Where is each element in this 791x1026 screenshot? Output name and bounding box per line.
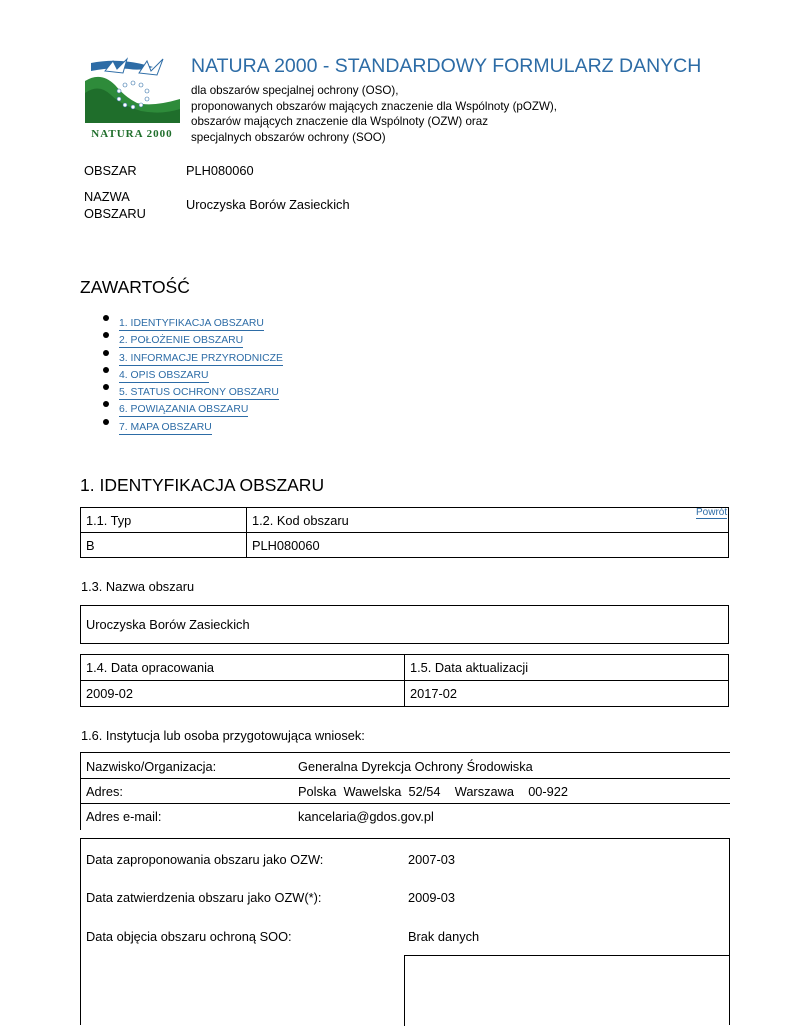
site-name-label <box>84 188 146 222</box>
row-divider <box>81 778 730 779</box>
toc-link-ecological-info[interactable]: 3. INFORMACJE PRZYRODNICZE <box>119 352 283 364</box>
dates-table <box>80 654 729 707</box>
page-title: NATURA 2000 - STANDARDOWY FORMULARZ DANYCH <box>191 55 702 77</box>
bullet-icon <box>103 350 109 356</box>
bullet-icon <box>103 315 109 321</box>
toc-item <box>103 348 283 365</box>
natura-logo-graphic <box>81 53 184 141</box>
bullet-icon <box>103 367 109 373</box>
bullet-icon <box>103 332 109 338</box>
section-heading-identification: 1. IDENTYFIKACJA OBSZARU <box>80 475 325 495</box>
toc-link-location[interactable]: 2. POŁOŻENIE OBSZARU <box>119 335 244 347</box>
toc-item <box>103 313 283 330</box>
code-label: 1.2. Kod obszaru <box>247 508 729 533</box>
toc-link-protection-status[interactable]: 5. STATUS OCHRONY OBSZARU <box>119 387 279 399</box>
bullet-icon <box>103 401 109 407</box>
toc-item <box>103 330 283 347</box>
confirmed-value: 2009-03 <box>408 890 455 905</box>
toc-item <box>103 417 283 434</box>
address-value: Polska Wawelska 52/54 Warszawa 00-922 <box>298 784 569 799</box>
compiled-label: 1.4. Data opracowania <box>81 655 405 681</box>
confirmed-label: Data zatwierdzenia obszaru jako OZW(*): <box>86 890 322 905</box>
name-value: Uroczyska Borów Zasieckich <box>86 617 250 632</box>
site-name-value: Uroczyska Borów Zasieckich <box>186 197 350 212</box>
subtitle-line: specjalnych obszarów ochrony (SOO) <box>191 130 386 144</box>
logo-text: NATURA 2000 <box>91 128 173 140</box>
designated-value: Brak danych <box>408 929 480 944</box>
natura-2000-logo <box>81 53 184 141</box>
toc-item <box>103 365 283 382</box>
toc-heading: ZAWARTOŚĆ <box>80 277 190 297</box>
toc-item <box>103 399 283 416</box>
bullet-icon <box>103 384 109 390</box>
email-value: kancelaria@gdos.gov.pl <box>298 809 434 824</box>
row-divider <box>81 803 730 804</box>
designated-label: Data objęcia obszaru ochroną SOO: <box>86 929 292 944</box>
org-label: Nazwisko/Organizacja: <box>86 759 217 774</box>
toc-link-description[interactable]: 4. OPIS OBSZARU <box>119 369 209 381</box>
empty-cell <box>404 955 730 1026</box>
bullet-icon <box>103 419 109 425</box>
toc-link-relations[interactable]: 6. POWIĄZANIA OBSZARU <box>119 404 249 416</box>
type-value: B <box>81 533 247 558</box>
site-code-label: OBSZAR <box>84 163 137 178</box>
proposed-value: 2007-03 <box>408 852 455 867</box>
designation-box <box>80 838 730 1025</box>
type-code-table <box>80 507 729 558</box>
site-code-value: PLH080060 <box>186 163 254 178</box>
toc-link-map[interactable]: 7. MAPA OBSZARU <box>119 421 212 433</box>
subtitle-line: obszarów mających znaczenie dla Wspólnoty (OZW) oraz <box>191 115 489 128</box>
toc-link-identification[interactable]: 1. IDENTYFIKACJA OBSZARU <box>119 318 264 329</box>
respondent-label: 1.6. Instytucja lub osoba przygotowująca wniosek: <box>81 728 365 743</box>
toc-item <box>103 382 283 399</box>
org-value: Generalna Dyrekcja Ochrony Środowiska <box>298 759 533 774</box>
compiled-value: 2009-02 <box>81 681 405 707</box>
updated-label: 1.5. Data aktualizacji <box>405 655 729 681</box>
code-value: PLH080060 <box>247 533 729 558</box>
email-label: Adres e-mail: <box>86 809 162 824</box>
proposed-label: Data zaproponowania obszaru jako OZW: <box>86 852 324 867</box>
updated-value: 2017-02 <box>405 681 729 707</box>
site-name-label-line: NAZWA <box>84 189 130 204</box>
name-label: 1.3. Nazwa obszaru <box>81 579 195 594</box>
name-table <box>80 605 729 644</box>
type-label: 1.1. Typ <box>81 508 247 533</box>
site-name-label-line: OBSZARU <box>84 206 146 221</box>
address-label: Adres: <box>86 784 123 799</box>
subtitle-line: dla obszarów specjalnej ochrony (OSO), <box>191 84 399 97</box>
table-of-contents <box>103 313 283 434</box>
page-subtitle <box>191 83 611 145</box>
respondent-box <box>80 752 730 830</box>
back-link[interactable]: Powrót <box>696 507 728 518</box>
subtitle-line: proponowanych obszarów mających znaczenie dla Wspólnoty (pOZW), <box>191 99 558 113</box>
